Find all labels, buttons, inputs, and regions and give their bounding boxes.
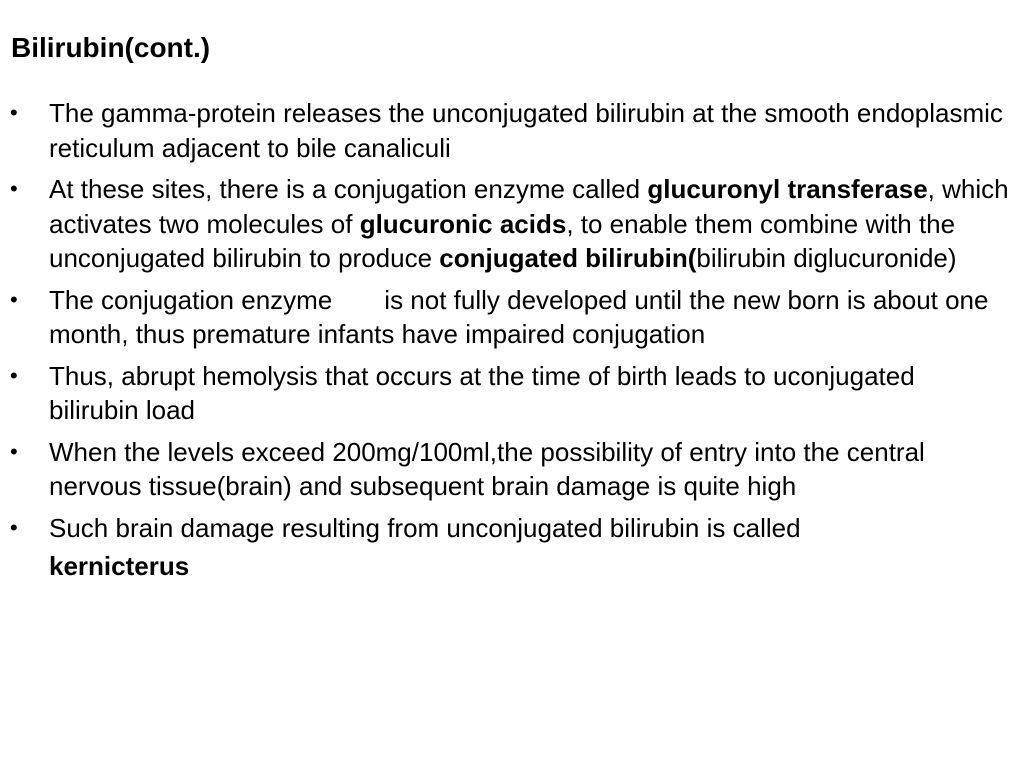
bullet-item-1 <box>10 96 1010 165</box>
bullet-item-5 <box>10 435 1010 504</box>
bullet-list <box>10 96 1010 591</box>
bullet-marker: • <box>10 286 18 312</box>
bullet-text <box>49 174 1009 273</box>
bullet-text <box>49 513 1010 584</box>
bold-term: kernicterus <box>49 551 190 581</box>
bullet-marker: • <box>10 362 18 388</box>
bullet-text-segment: is not fully developed until the new born is about one month, thus premature infants have impaired conjugation <box>49 284 989 349</box>
bold-term: conjugated bilirubin( <box>439 243 697 273</box>
bullet-text: Thus, abrupt hemolysis that occurs at the time of birth leads to uconjugated bilirubin load <box>49 360 915 425</box>
bullet-text-segment: The conjugation enzyme <box>49 284 333 315</box>
bullet-text-segment: , which activates two molecules of <box>49 174 1009 239</box>
slide-title: Bilirubin(cont.) <box>11 32 211 63</box>
bullet-text-segment: At these sites, there is a conjugation enzyme called <box>49 174 648 204</box>
bullet-item-4 <box>10 359 1010 428</box>
bullet-text: The gamma-protein releases the unconjugated bilirubin at the smooth endoplasmic reticulum adjacent to bile canaliculi <box>49 98 1003 163</box>
bullet-item-6 <box>10 511 1010 584</box>
bold-term: glucuronic acids <box>359 208 567 239</box>
bullet-marker: • <box>10 514 18 540</box>
bullet-marker: • <box>10 100 18 125</box>
bullet-marker: • <box>10 176 18 201</box>
bullet-text-segment: , to enable them combine with the unconjugated bilirubin to produce <box>49 208 956 273</box>
bold-term: glucuronyl transferase <box>647 174 928 204</box>
bullet-item-3 <box>10 283 1010 352</box>
bullet-text <box>49 285 988 350</box>
bullet-marker: • <box>10 438 18 464</box>
bullet-text-segment: Such brain damage resulting from unconjugated bilirubin is called <box>49 512 801 543</box>
bullet-text-segment: bilirubin diglucuronide) <box>696 243 957 273</box>
bullet-text: When the levels exceed 200mg/100ml,the possibility of entry into the central nervous tissue(brain) and subsequent brain damage is quite high <box>49 436 925 501</box>
bullet-item-2 <box>10 172 1010 276</box>
